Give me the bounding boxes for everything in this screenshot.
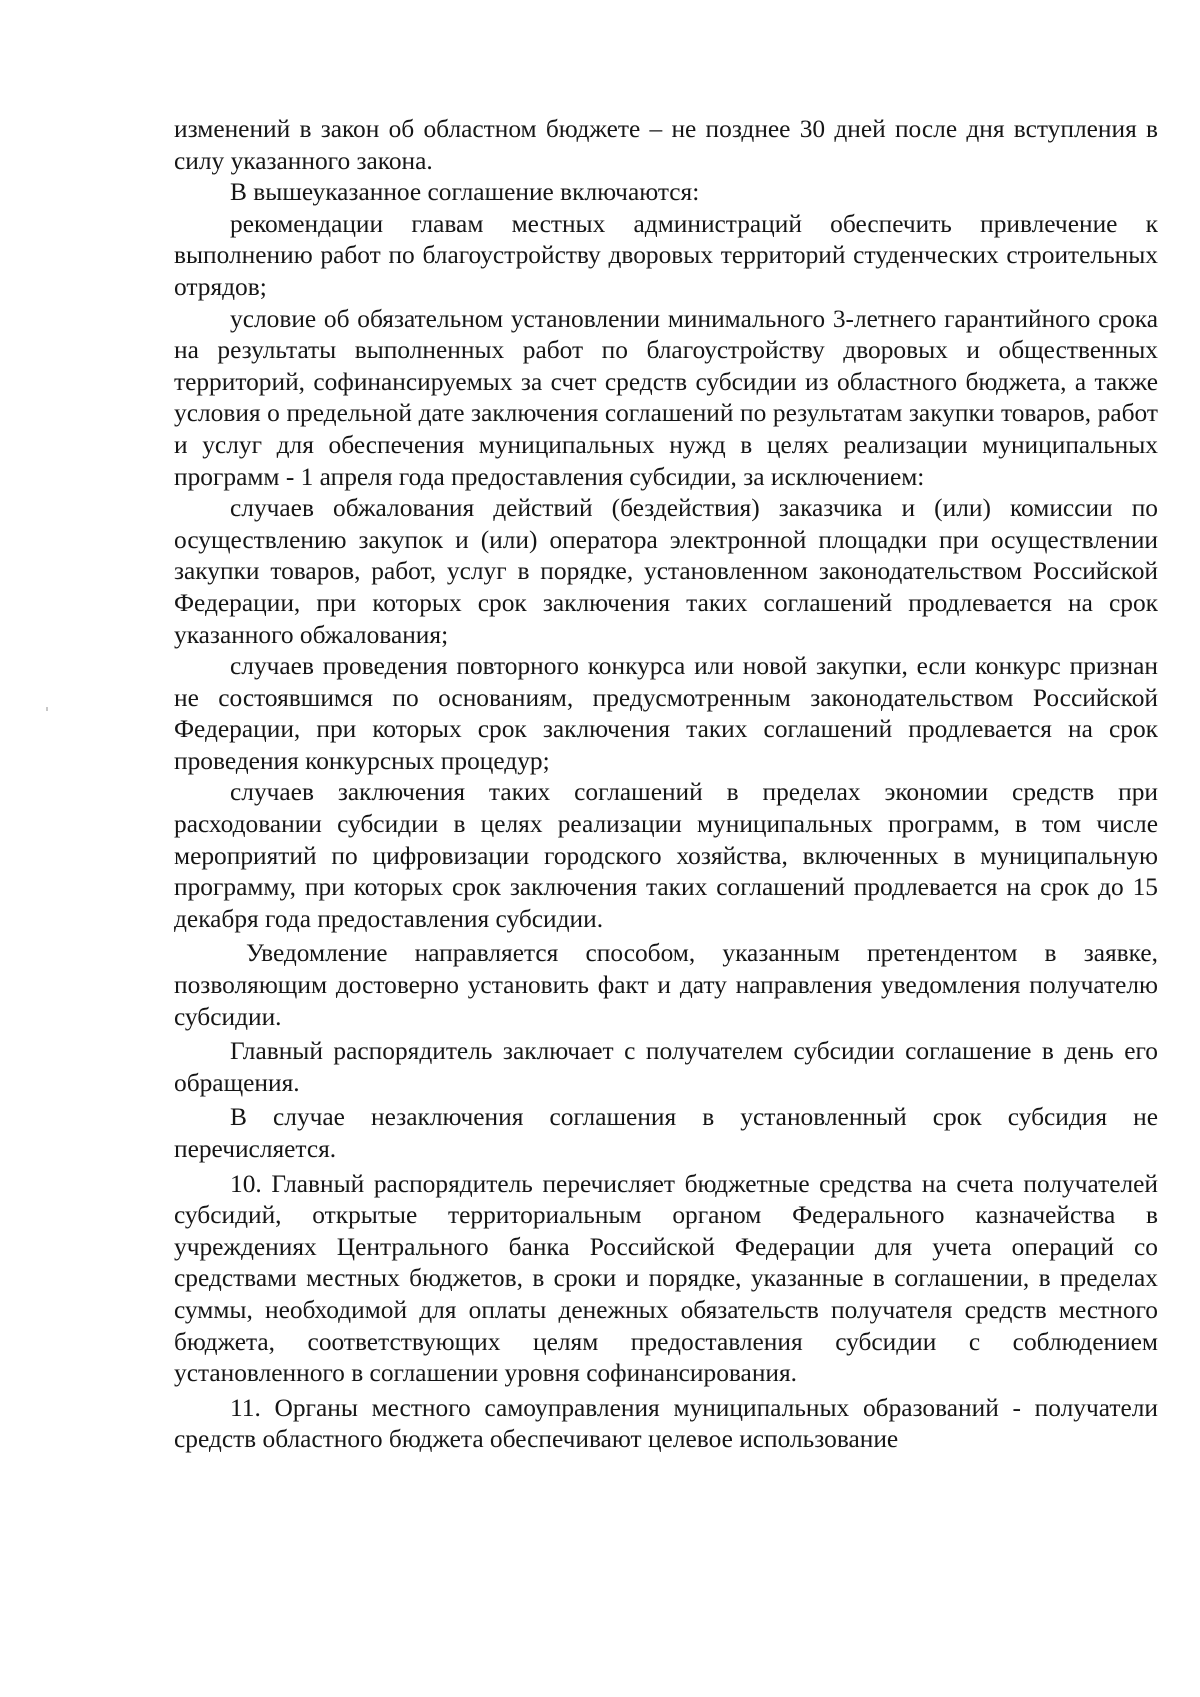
document-body bbox=[174, 114, 1158, 1456]
paragraph-agreement-includes: В вышеуказанное соглашение включаются: bbox=[230, 178, 700, 207]
paragraph-item-10: 10. Главный распорядитель перечисляет бюджетные средства на счета получателей субсидий, открытые территориальным органом Федерального казначейства в учреждениях Центрального банка Российской Федерации для учета операций со средствами местных бюджетов, в сроки и порядке, указанные в соглашении, в пределах суммы, необходимой для оплаты денежных обязательств получателя средств местного бюджета, соответствующих целям предоставления субсидии с соблюдением установленного в соглашении уровня софинансирования. bbox=[174, 1169, 1158, 1388]
paragraph-exception-savings: случаев заключения таких соглашений в пределах экономии средств при расходовании субсидии в целях реализации муниципальных программ, в том числе мероприятий по цифровизации городского хозяйства, включенных в муниципальную программу, при которых срок заключения таких соглашений продлевается на срок до 15 декабря года предоставления субсидии. bbox=[174, 778, 1158, 933]
paragraph-agreement-conclusion: Главный распорядитель заключает с получателем субсидии соглашение в день его обращения. bbox=[174, 1037, 1158, 1097]
paragraph-item-11: 11. Органы местного самоуправления муниципальных образований - получатели средств областного бюджета обеспечивают целевое использование bbox=[174, 1393, 1158, 1454]
scan-artifact-mark bbox=[46, 707, 48, 711]
paragraph-exception-appeal: случаев обжалования действий (бездействия) заказчика и (или) комиссии по осуществлению закупок и (или) оператора электронной площадки при осуществлении закупки товаров, работ, услуг в порядке, установленном законодательством Российской Федерации, при которых срок заключения таких соглашений продлевается на срок указанного обжалования; bbox=[174, 494, 1158, 649]
paragraph-warranty-condition: условие об обязательном установлении минимального 3-летнего гарантийного срока на результаты выполненных работ по благоустройству дворовых и общественных территорий, софинансируемых за счет средств субсидии из областного бюджета, а также условия о предельной дате заключения соглашений по результатам закупки товаров, работ и услуг для обеспечения муниципальных нужд в целях реализации муниципальных программ - 1 апреля года предоставления субсидии, за исключением: bbox=[174, 304, 1158, 491]
paragraph-non-conclusion: В случае незаключения соглашения в установленный срок субсидия не перечисляется. bbox=[174, 1103, 1158, 1163]
paragraph-notification: Уведомление направляется способом, указанным претендентом в заявке, позволяющим достоверно установить факт и дату направления уведомления получателю субсидии. bbox=[174, 939, 1158, 1031]
paragraph-continuation: изменений в закон об областном бюджете – не позднее 30 дней после дня вступления в силу указанного закона. bbox=[174, 115, 1158, 175]
paragraph-recommendations: рекомендации главам местных администраций обеспечить привлечение к выполнению работ по благоустройству дворовых территорий студенческих строительных отрядов; bbox=[174, 209, 1158, 301]
paragraph-exception-repeat-tender: случаев проведения повторного конкурса или новой закупки, если конкурс признан не состоявшимся по основаниям, предусмотренным законодательством Российской Федерации, при которых срок заключения таких соглашений продлевается на срок проведения конкурсных процедур; bbox=[174, 652, 1158, 775]
